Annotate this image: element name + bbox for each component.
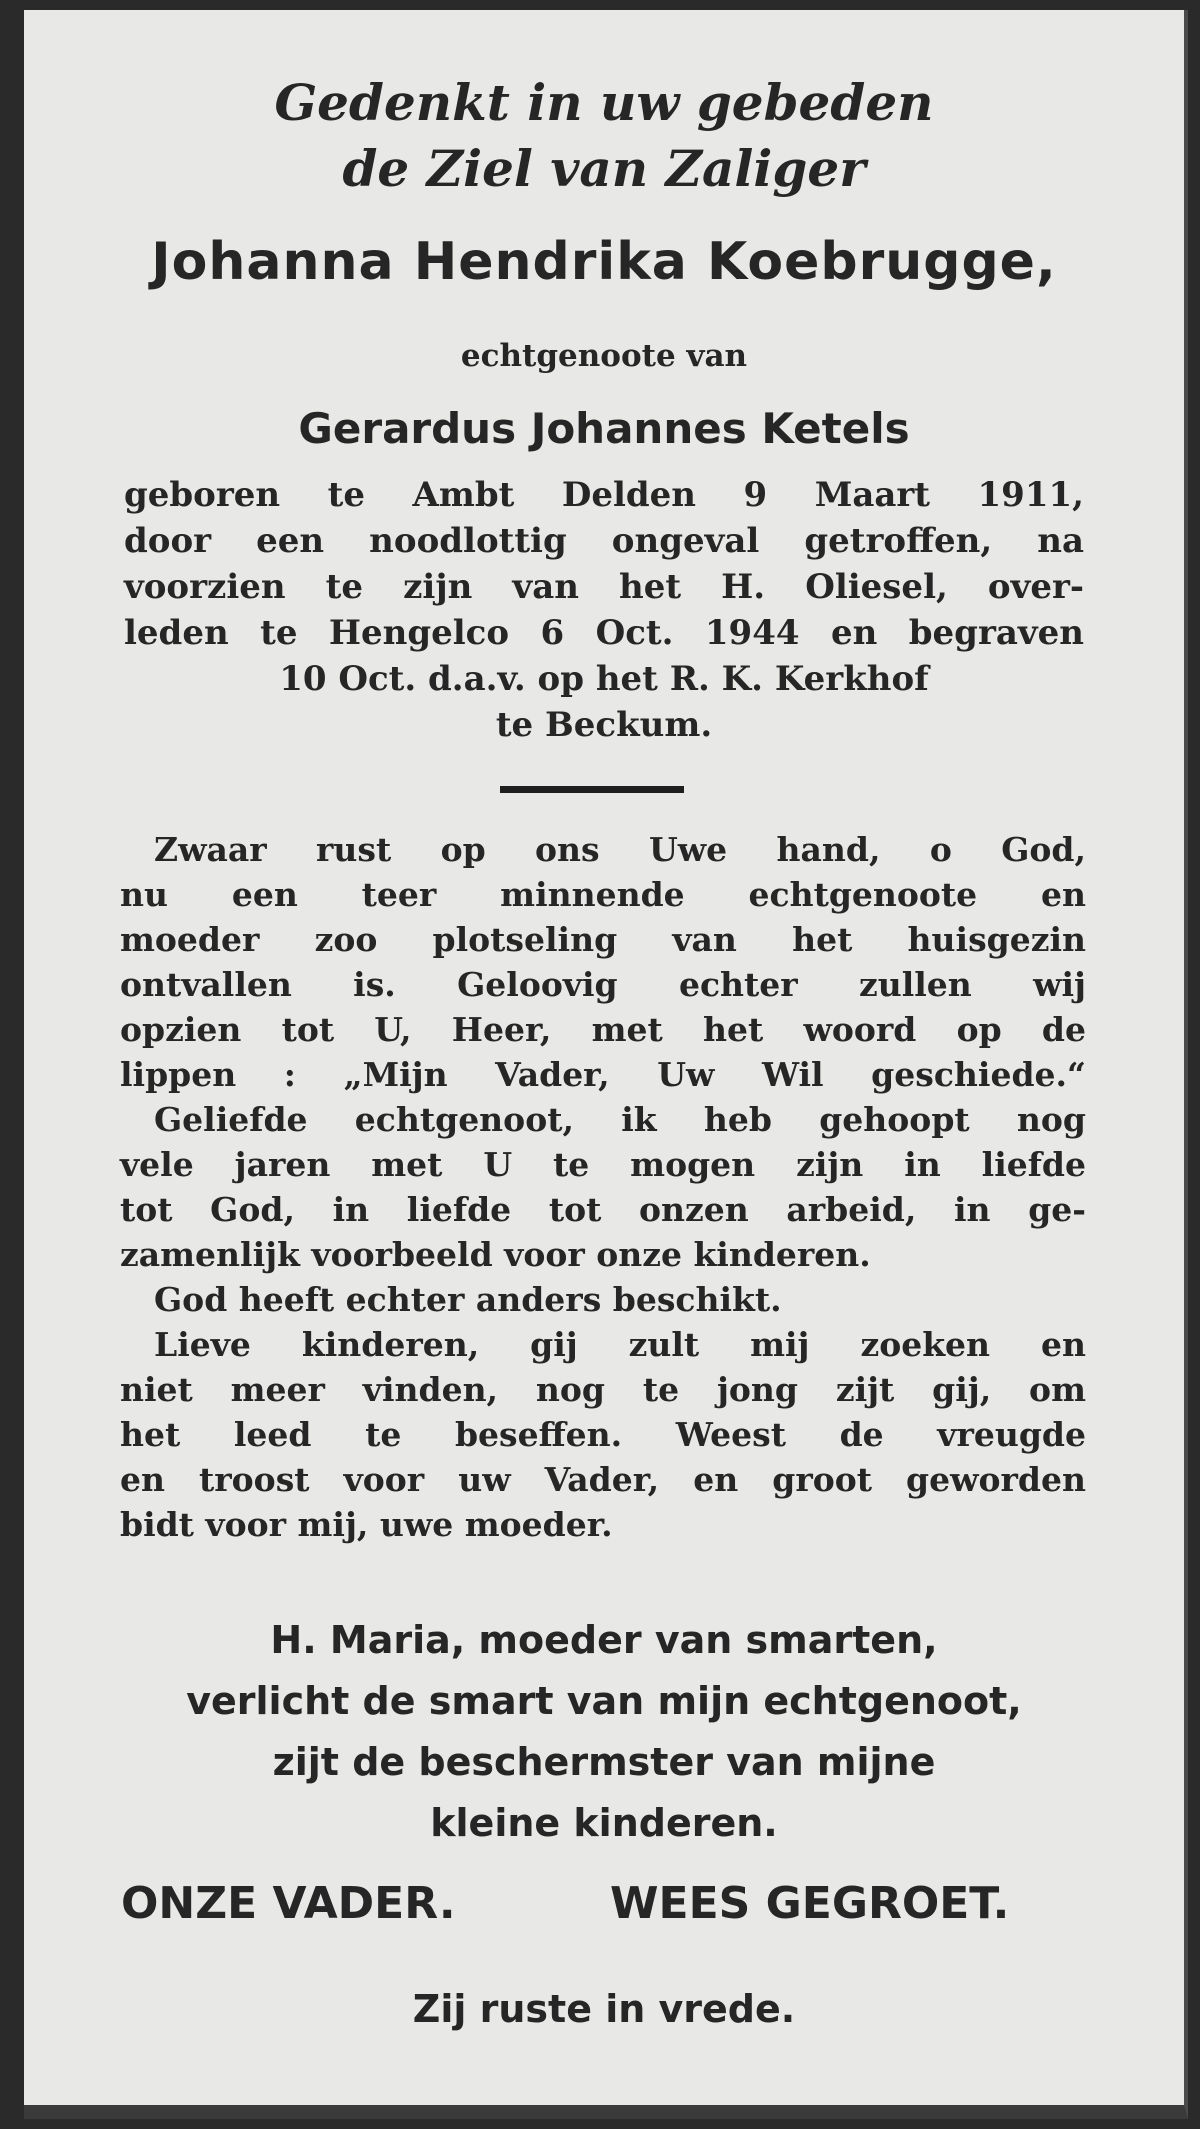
maria-invocation <box>24 1610 1184 1854</box>
biography-line: geboren te Ambt Delden 9 Maart 1911, <box>124 475 1084 515</box>
spouse-name: Gerardus Johannes Ketels <box>298 404 910 453</box>
prayer-line: lippen : „Mijn Vader, Uw Wil geschiede.“ <box>120 1055 1086 1094</box>
biography-line: voorzien te zijn van het H. Oliesel, over- <box>124 567 1084 607</box>
prayer-line: nu een teer minnende echtgenoote en <box>120 875 1086 914</box>
closing-prayer-wees-gegroet: WEES GEGROET. <box>610 1878 1010 1929</box>
invocation-line-2: de Ziel van Zaliger <box>342 139 866 198</box>
invocation <box>24 70 1184 202</box>
final-line: Zij ruste in vrede. <box>412 1987 796 2031</box>
biography <box>124 472 1084 748</box>
closing-prayer-onze-vader: ONZE VADER. <box>121 1878 456 1929</box>
prayer-line: zamenlijk voorbeeld voor onze kinderen. <box>120 1235 871 1274</box>
biography-line: door een noodlottig ongeval getroffen, na <box>124 521 1084 561</box>
prayer-text <box>120 827 1086 1547</box>
biography-line: te Beckum. <box>495 705 713 745</box>
prayer-line: Geliefde echtgenoot, ik heb gehoopt nog <box>154 1100 1086 1139</box>
prayer-line: Zwaar rust op ons Uwe hand, o God, <box>154 830 1086 869</box>
prayer-line: niet meer vinden, nog te jong zijt gij, om <box>120 1370 1086 1409</box>
prayer-line: en troost voor uw Vader, en groot geworden <box>120 1460 1086 1499</box>
maria-line: verlicht de smart van mijn echtgenoot, <box>186 1679 1022 1723</box>
divider-rule <box>500 786 684 793</box>
prayer-line: vele jaren met U te mogen zijn in liefde <box>120 1145 1086 1184</box>
prayer-line: opzien tot U, Heer, met het woord op de <box>120 1010 1086 1049</box>
prayer-line: moeder zoo plotseling van het huisgezin <box>120 920 1086 959</box>
prayer-line: God heeft echter anders beschikt. <box>154 1280 782 1319</box>
maria-line: zijt de beschermster van mijne <box>272 1740 936 1784</box>
prayer-line: Lieve kinderen, gij zult mij zoeken en <box>154 1325 1086 1364</box>
prayer-line: ontvallen is. Geloovig echter zullen wij <box>120 965 1086 1004</box>
card-paper <box>24 10 1188 2119</box>
prayer-line: het leed te beseffen. Weest de vreugde <box>120 1415 1086 1454</box>
deceased-name: Johanna Hendrika Koebrugge, <box>151 232 1057 292</box>
invocation-line-1: Gedenkt in uw gebeden <box>274 73 934 132</box>
prayer-line: tot God, in liefde tot onzen arbeid, in ge- <box>120 1190 1086 1229</box>
maria-line: H. Maria, moeder van smarten, <box>270 1618 938 1662</box>
prayer-line: bidt voor mij, uwe moeder. <box>120 1505 613 1544</box>
spouse-label: echtgenoote van <box>460 338 748 374</box>
maria-line: kleine kinderen. <box>430 1801 778 1845</box>
biography-line: leden te Hengelco 6 Oct. 1944 en begraven <box>124 613 1084 653</box>
biography-line: 10 Oct. d.a.v. op het R. K. Kerkhof <box>279 659 929 699</box>
